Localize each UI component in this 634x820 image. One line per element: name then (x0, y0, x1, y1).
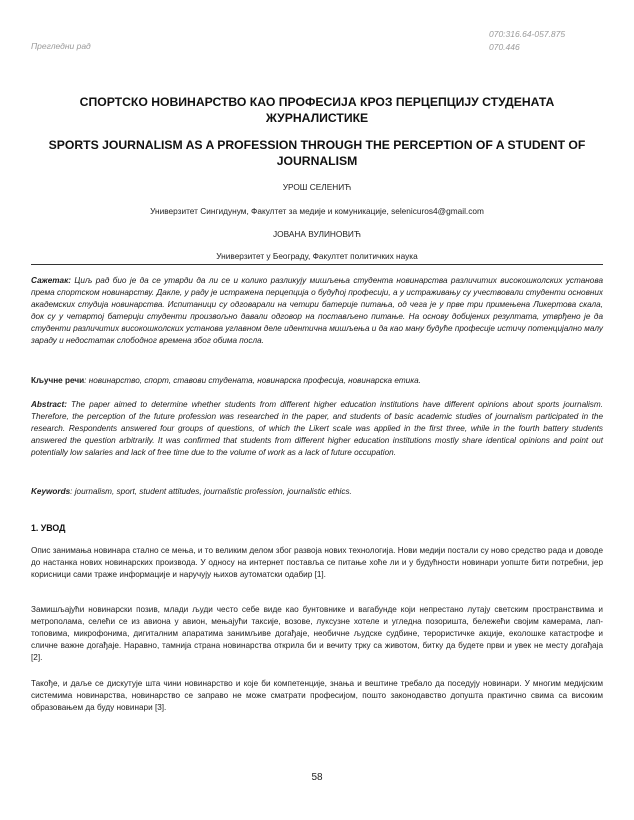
page-number: 58 (311, 772, 323, 783)
abstract-english (31, 399, 603, 459)
body-paragraph-1: Опис занимања новинара стално се мења, и то великим делом због развоја нових технологија. Нови медији постали су ново средство рада и доводе до настанка нових новинарских производа. У односу на интернет поставља се питање хоће ли и у будућности новинари уопште бити потребни, јер корисници сами траже информације и наручују њихов аутоматски одабир [1]. (31, 546, 603, 580)
abstract-serbian-label: Сажетак: (31, 276, 71, 285)
keywords-serbian (31, 375, 603, 387)
abstract-serbian-text: Циљ рад био је да се утврди да ли се и колико разликују мишљења студента новинарства различитих високошколских установа према спортском новинарству. Дакле, у раду је истражена перцепција о будућој професији, а у истраживању су учествовали студенти основних академских студија новинарства. Испитаници су одговарали на четири батерије питања, од чега је у прве три примењена Ликертова скала, док су у четвртој батерији студенти произвољно давали одговор на постављено питање. На основу добијених резултата, утврђено је да студенти различитих високошколских установа углавном деле идентична мишљења и да као ману будуће професије истичу потенцијално малу зараду и недостатак слободног времена због обима посла. (31, 276, 604, 346)
abstract-serbian (31, 275, 603, 348)
author-1-affiliation: Универзитет Сингидунум, Факултет за медије и комуникације, selenicuros4@gmail.com (150, 206, 484, 216)
abstract-english-text: The paper aimed to determine whether students from different higher education institutions have different opinions about sports journalism. Therefore, the perception of the future profession was researched in the paper, and students of basic academic studies of journalism participated in the research. Respondents answered four groups of questions, of which the Likert scale was applied in the first three, while in the fourth battery students answered the question arbitrarily. It was confirmed that students from different higher education institutions mostly share identical opinions and point out potentially low salaries and lack of free time due to the volume of work as a lack of future occupation. (31, 400, 603, 458)
keywords-english-text: : journalism, sport, student attitudes, journalistic profession, journalistic ethics. (70, 487, 352, 496)
keywords-english (31, 486, 603, 498)
article-type-label: Прегледни рад (31, 41, 91, 51)
title-english: SPORTS JOURNALISM AS A PROFESSION THROUGH THE PERCEPTION OF A STUDENT OF JOURNALISM (48, 138, 586, 168)
author-1-name: УРОШ СЕЛЕНИЋ (282, 182, 352, 192)
udc-code-1: 070:316.64-057.875 (489, 29, 566, 39)
udc-code-2: 070.446 (489, 42, 520, 52)
keywords-english-label: Keywords (31, 487, 71, 496)
affiliation-divider (31, 264, 603, 265)
body-paragraph-3: Такође, и даље се дискутује шта чини новинарство и које би компетенције, знања и вештине требало да поседују новинари. У многим медијским системима новинарства, новинарство се заправо не може сматрати професијом, пошто законодавство допушта практично свима са високим образовањем да буду новинари [3]. (31, 679, 603, 713)
section-heading: 1. УВОД (31, 523, 66, 533)
udc-codes (489, 28, 565, 54)
author-2-affiliation: Универзитет у Београду, Факултет политичких наука (216, 251, 418, 261)
abstract-english-label: Abstract: (31, 400, 67, 409)
title-serbian: СПОРТСКО НОВИНАРСТВО КАО ПРОФЕСИЈА КРОЗ ПЕРЦЕПЦИЈУ СТУДЕНАТА ЖУРНАЛИСТИКЕ (79, 95, 555, 125)
author-2-name: ЈОВАНА ВУЛИНОВИЋ (273, 229, 361, 239)
body-paragraph-2: Замишљајући новинарски позив, млади људи често себе виде као бунтовнике и вагабунде који непрестано лутају светским пространствима и метрополама, селећи се из авиона у авион, мењајући таксије, возове, луксузне хотеле и угледна позоришта, бележећи својим камерама, лап-топовима, микрофонима, дигиталним апаратима занимљиве догађаје, необичне људске судбине, терористичке акције, еколошке катастрофе и сличне важне догађаје. Наравно, тамнија страна новинарства открила би и вечиту трку са животом, битку да будете први и увек не месту догађаја [2]. (31, 605, 603, 663)
keywords-serbian-label: Кључне речи (31, 376, 85, 385)
keywords-serbian-text: : новинарство, спорт, ставови студената, новинарска професија, новинарска етика. (84, 376, 421, 385)
